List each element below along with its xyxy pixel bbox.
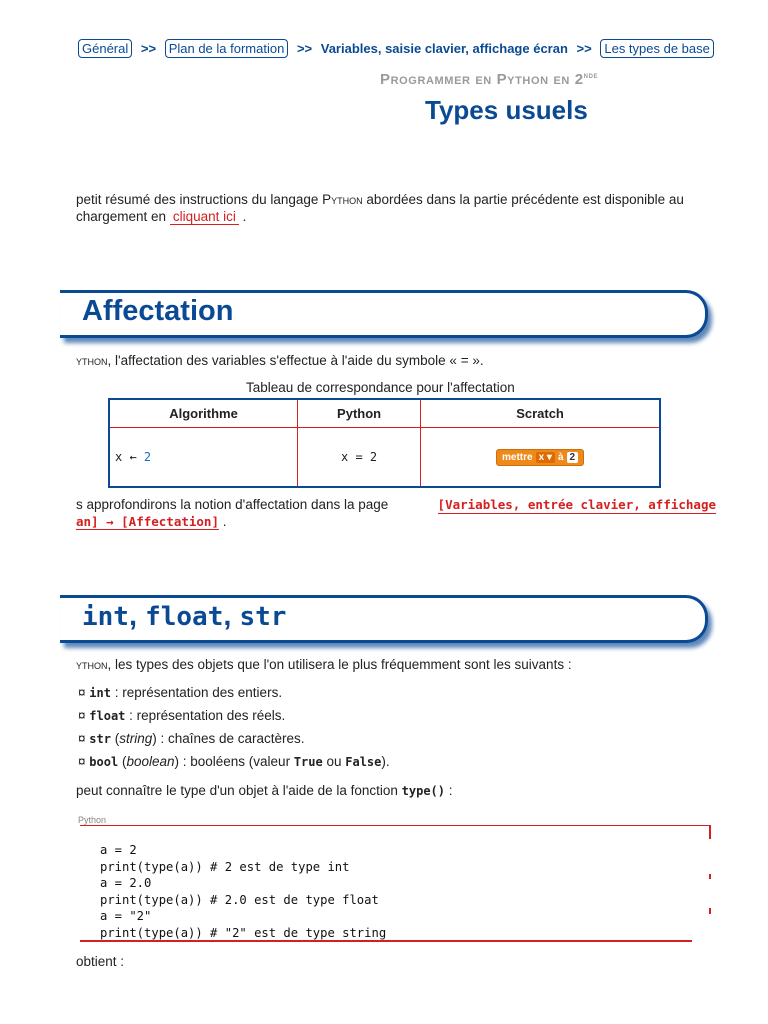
- type-code: bool: [89, 755, 119, 769]
- affectation-sentence: , l'affectation des variables s'effectue à l'aide du symbole « = ».: [107, 353, 484, 368]
- heading-str: str: [239, 602, 287, 632]
- type-code: int: [89, 686, 111, 700]
- heading-sep: ,: [128, 600, 146, 632]
- type-english: string: [119, 731, 153, 746]
- table-header: Python: [298, 399, 421, 428]
- code-language-label: Python: [78, 815, 107, 825]
- breadcrumb-separator: >>: [140, 41, 157, 56]
- type-function-code: type(): [401, 784, 446, 798]
- follow-text: s approfondirons la notion d'affectation dans la page: [76, 497, 389, 512]
- type-code: float: [89, 709, 126, 723]
- table-caption: Tableau de correspondance pour l'affectation: [246, 380, 515, 395]
- section-heading-types: [82, 600, 286, 633]
- subtitle-sup: nde: [583, 70, 599, 80]
- breadcrumb-general[interactable]: Général: [78, 39, 132, 58]
- type-desc: : représentation des entiers.: [110, 685, 283, 700]
- variables-page-link[interactable]: [Variables, entrée clavier, affichage: [437, 497, 716, 512]
- correspondence-table: [108, 398, 661, 488]
- breadcrumb-types-de-base[interactable]: Les types de base: [600, 39, 714, 58]
- code-border-tick: [709, 908, 711, 914]
- breadcrumb-plan[interactable]: Plan de la formation: [165, 39, 289, 58]
- heading-int: int: [82, 602, 129, 632]
- type-end: :: [445, 783, 453, 798]
- type-desc: ou: [322, 754, 346, 769]
- affectation-text: [76, 352, 716, 369]
- type-desc: (: [118, 754, 127, 769]
- heading-float: float: [145, 602, 224, 632]
- bullet-mark: ¤: [78, 754, 86, 769]
- algo-assign: x ←: [115, 450, 144, 464]
- type-desc: : représentation des réels.: [125, 708, 286, 723]
- types-intro-text: , les types des objets que l'on utilisera le plus fréquemment sont les suivants :: [107, 657, 572, 672]
- list-item: [78, 750, 718, 773]
- list-item: [78, 727, 718, 750]
- table-row: [109, 428, 660, 488]
- list-item: [78, 704, 718, 727]
- code-border-right: [709, 825, 711, 839]
- true-code: True: [293, 755, 323, 769]
- python-word: ython: [76, 657, 108, 672]
- intro-text: petit résumé des instructions du langage: [76, 192, 323, 207]
- download-link[interactable]: cliquant ici: [170, 209, 239, 225]
- algorithm-cell: [109, 428, 298, 488]
- code-border-tick: [709, 874, 711, 879]
- scratch-var-dropdown: x ▾: [536, 452, 555, 463]
- heading-sep: ,: [223, 600, 240, 632]
- page-title: Types usuels: [425, 95, 588, 125]
- page-subtitle: [380, 70, 598, 88]
- intro-text: abordées dans la partie précédente est disponible au: [362, 192, 684, 207]
- scratch-set-block: [496, 449, 584, 466]
- obtain-text: obtient :: [76, 954, 125, 969]
- python-word: Python: [322, 192, 363, 207]
- bullet-mark: ¤: [78, 708, 86, 723]
- scratch-cell: [421, 428, 660, 488]
- type-desc: ) : booléens (valeur: [174, 754, 294, 769]
- types-intro: [76, 656, 716, 673]
- type-desc: ).: [381, 754, 390, 769]
- code-border-top: [80, 825, 710, 826]
- breadcrumb-variables[interactable]: Variables, saisie clavier, affichage écran: [320, 41, 568, 56]
- breadcrumb-separator: >>: [576, 41, 592, 56]
- scratch-to: à: [557, 451, 564, 463]
- breadcrumb: [78, 39, 714, 58]
- intro-end: .: [242, 209, 247, 224]
- list-item: [78, 681, 718, 704]
- subtitle-text: Programmer en Python en 2: [380, 71, 584, 88]
- table-header: Algorithme: [109, 399, 298, 428]
- affectation-page-link[interactable]: an] → [Affectation]: [76, 514, 219, 529]
- type-desc: (: [110, 731, 120, 746]
- intro-text: chargement en: [76, 209, 167, 224]
- intro-paragraph: [76, 191, 716, 225]
- affectation-follow: [76, 496, 716, 530]
- scratch-label: mettre: [502, 451, 533, 463]
- type-code: str: [89, 732, 111, 746]
- scratch-value: 2: [567, 452, 579, 463]
- type-text: peut connaître le type d'un objet à l'aide de la fonction: [76, 783, 398, 798]
- type-english: boolean: [126, 754, 175, 769]
- table-header-row: [109, 399, 660, 428]
- bullet-mark: ¤: [78, 685, 86, 700]
- python-code-block[interactable]: a = 2 print(type(a)) # 2 est de type int a = 2.0 print(type(a)) # 2.0 est de type float a = "2" print(type(a)) # "2" est de type string: [100, 843, 387, 940]
- python-cell: x = 2: [298, 428, 421, 488]
- breadcrumb-separator: >>: [296, 41, 313, 56]
- type-desc: ) : chaînes de caractères.: [152, 731, 305, 746]
- false-code: False: [345, 755, 382, 769]
- python-word: ython: [76, 353, 108, 368]
- section-heading-affectation: Affectation: [82, 295, 234, 327]
- algo-value: 2: [143, 450, 152, 464]
- code-border-bottom: [80, 940, 692, 942]
- types-list: [78, 681, 718, 773]
- type-function-text: [76, 782, 716, 800]
- table-header: Scratch: [421, 399, 660, 428]
- bullet-mark: ¤: [78, 731, 86, 746]
- follow-end: .: [222, 514, 227, 529]
